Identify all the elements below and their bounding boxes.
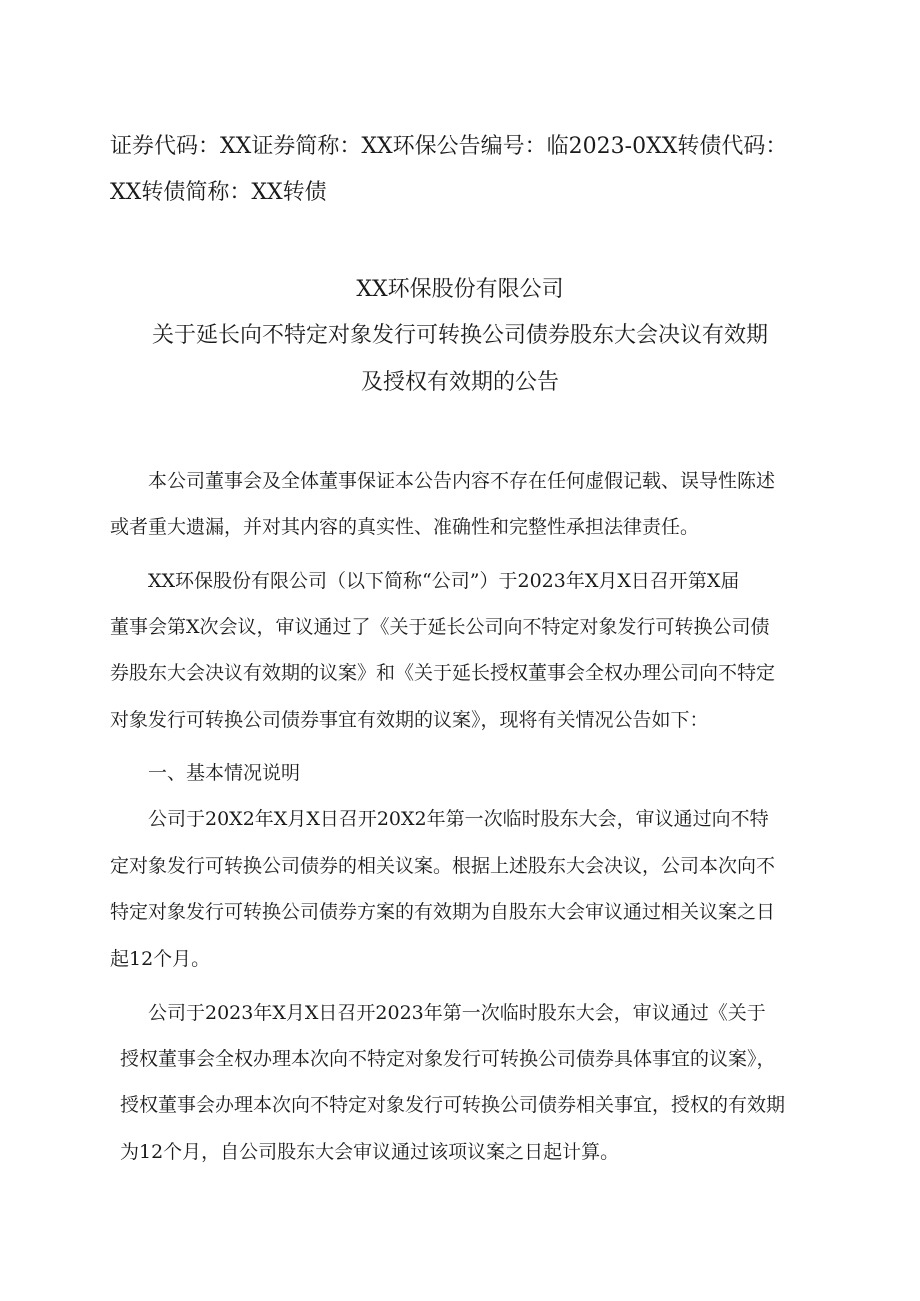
para3-line-3: 特定对象发行可转换公司债券方案的有效期为自股东大会审议通过相关议案之日 bbox=[110, 901, 776, 923]
title-main-line-1: 关于延长向不特定对象发行可转换公司债券股东大会决议有效期 bbox=[151, 323, 768, 348]
title-main-line-2: 及授权有效期的公告 bbox=[360, 370, 559, 395]
para4-line-4: 为12个月，自公司股东大会审议通过该项议案之日起计算。 bbox=[120, 1141, 620, 1163]
para3-line-2: 定对象发行可转换公司债券的相关议案。根据上述股东大会决议，公司本次向不 bbox=[110, 855, 776, 877]
para4-line-2: 授权董事会全权办理本次向不特定对象发行可转换公司债券具体事宜的议案》， bbox=[120, 1048, 776, 1070]
para2-line-3: 券股东大会决议有效期的议案》和《关于延长授权董事会全权办理公司向不特定 bbox=[110, 662, 776, 684]
para2-line-4: 对象发行可转换公司债券事宜有效期的议案》，现将有关情况公告如下： bbox=[110, 709, 709, 731]
para3-line-1: 公司于20X2年X月X日召开20X2年第一次临时股东大会，审议通过向不特 bbox=[148, 808, 769, 830]
para1-line-2: 或者重大遗漏，并对其内容的真实性、准确性和完整性承担法律责任。 bbox=[110, 516, 700, 538]
para4-line-3: 授权董事会办理本次向不特定对象发行可转换公司债券相关事宜，授权的有效期 bbox=[120, 1094, 786, 1116]
para3-line-4: 起12个月。 bbox=[110, 948, 211, 970]
section-heading-basic-info: 一、基本情况说明 bbox=[148, 762, 301, 784]
para2-line-1: XX环保股份有限公司（以下简称“公司”）于2023年X月X日召开第X届 bbox=[148, 570, 740, 592]
title-company: XX环保股份有限公司 bbox=[356, 277, 564, 302]
header-bond-info: XX转债简称：XX转债 bbox=[110, 180, 327, 205]
para4-line-1: 公司于2023年X月X日召开2023年第一次临时股东大会，审议通过《关于 bbox=[148, 1002, 766, 1024]
para2-line-2: 董事会第X次会议，审议通过了《关于延长公司向不特定对象发行可转换公司债 bbox=[110, 616, 770, 638]
para1-line-1: 本公司董事会及全体董事保证本公告内容不存在任何虚假记载、误导性陈述 bbox=[148, 470, 776, 492]
header-securities-info: 证券代码：XX证券简称：XX环保公告编号：临2023-0XX转债代码： bbox=[110, 134, 788, 159]
